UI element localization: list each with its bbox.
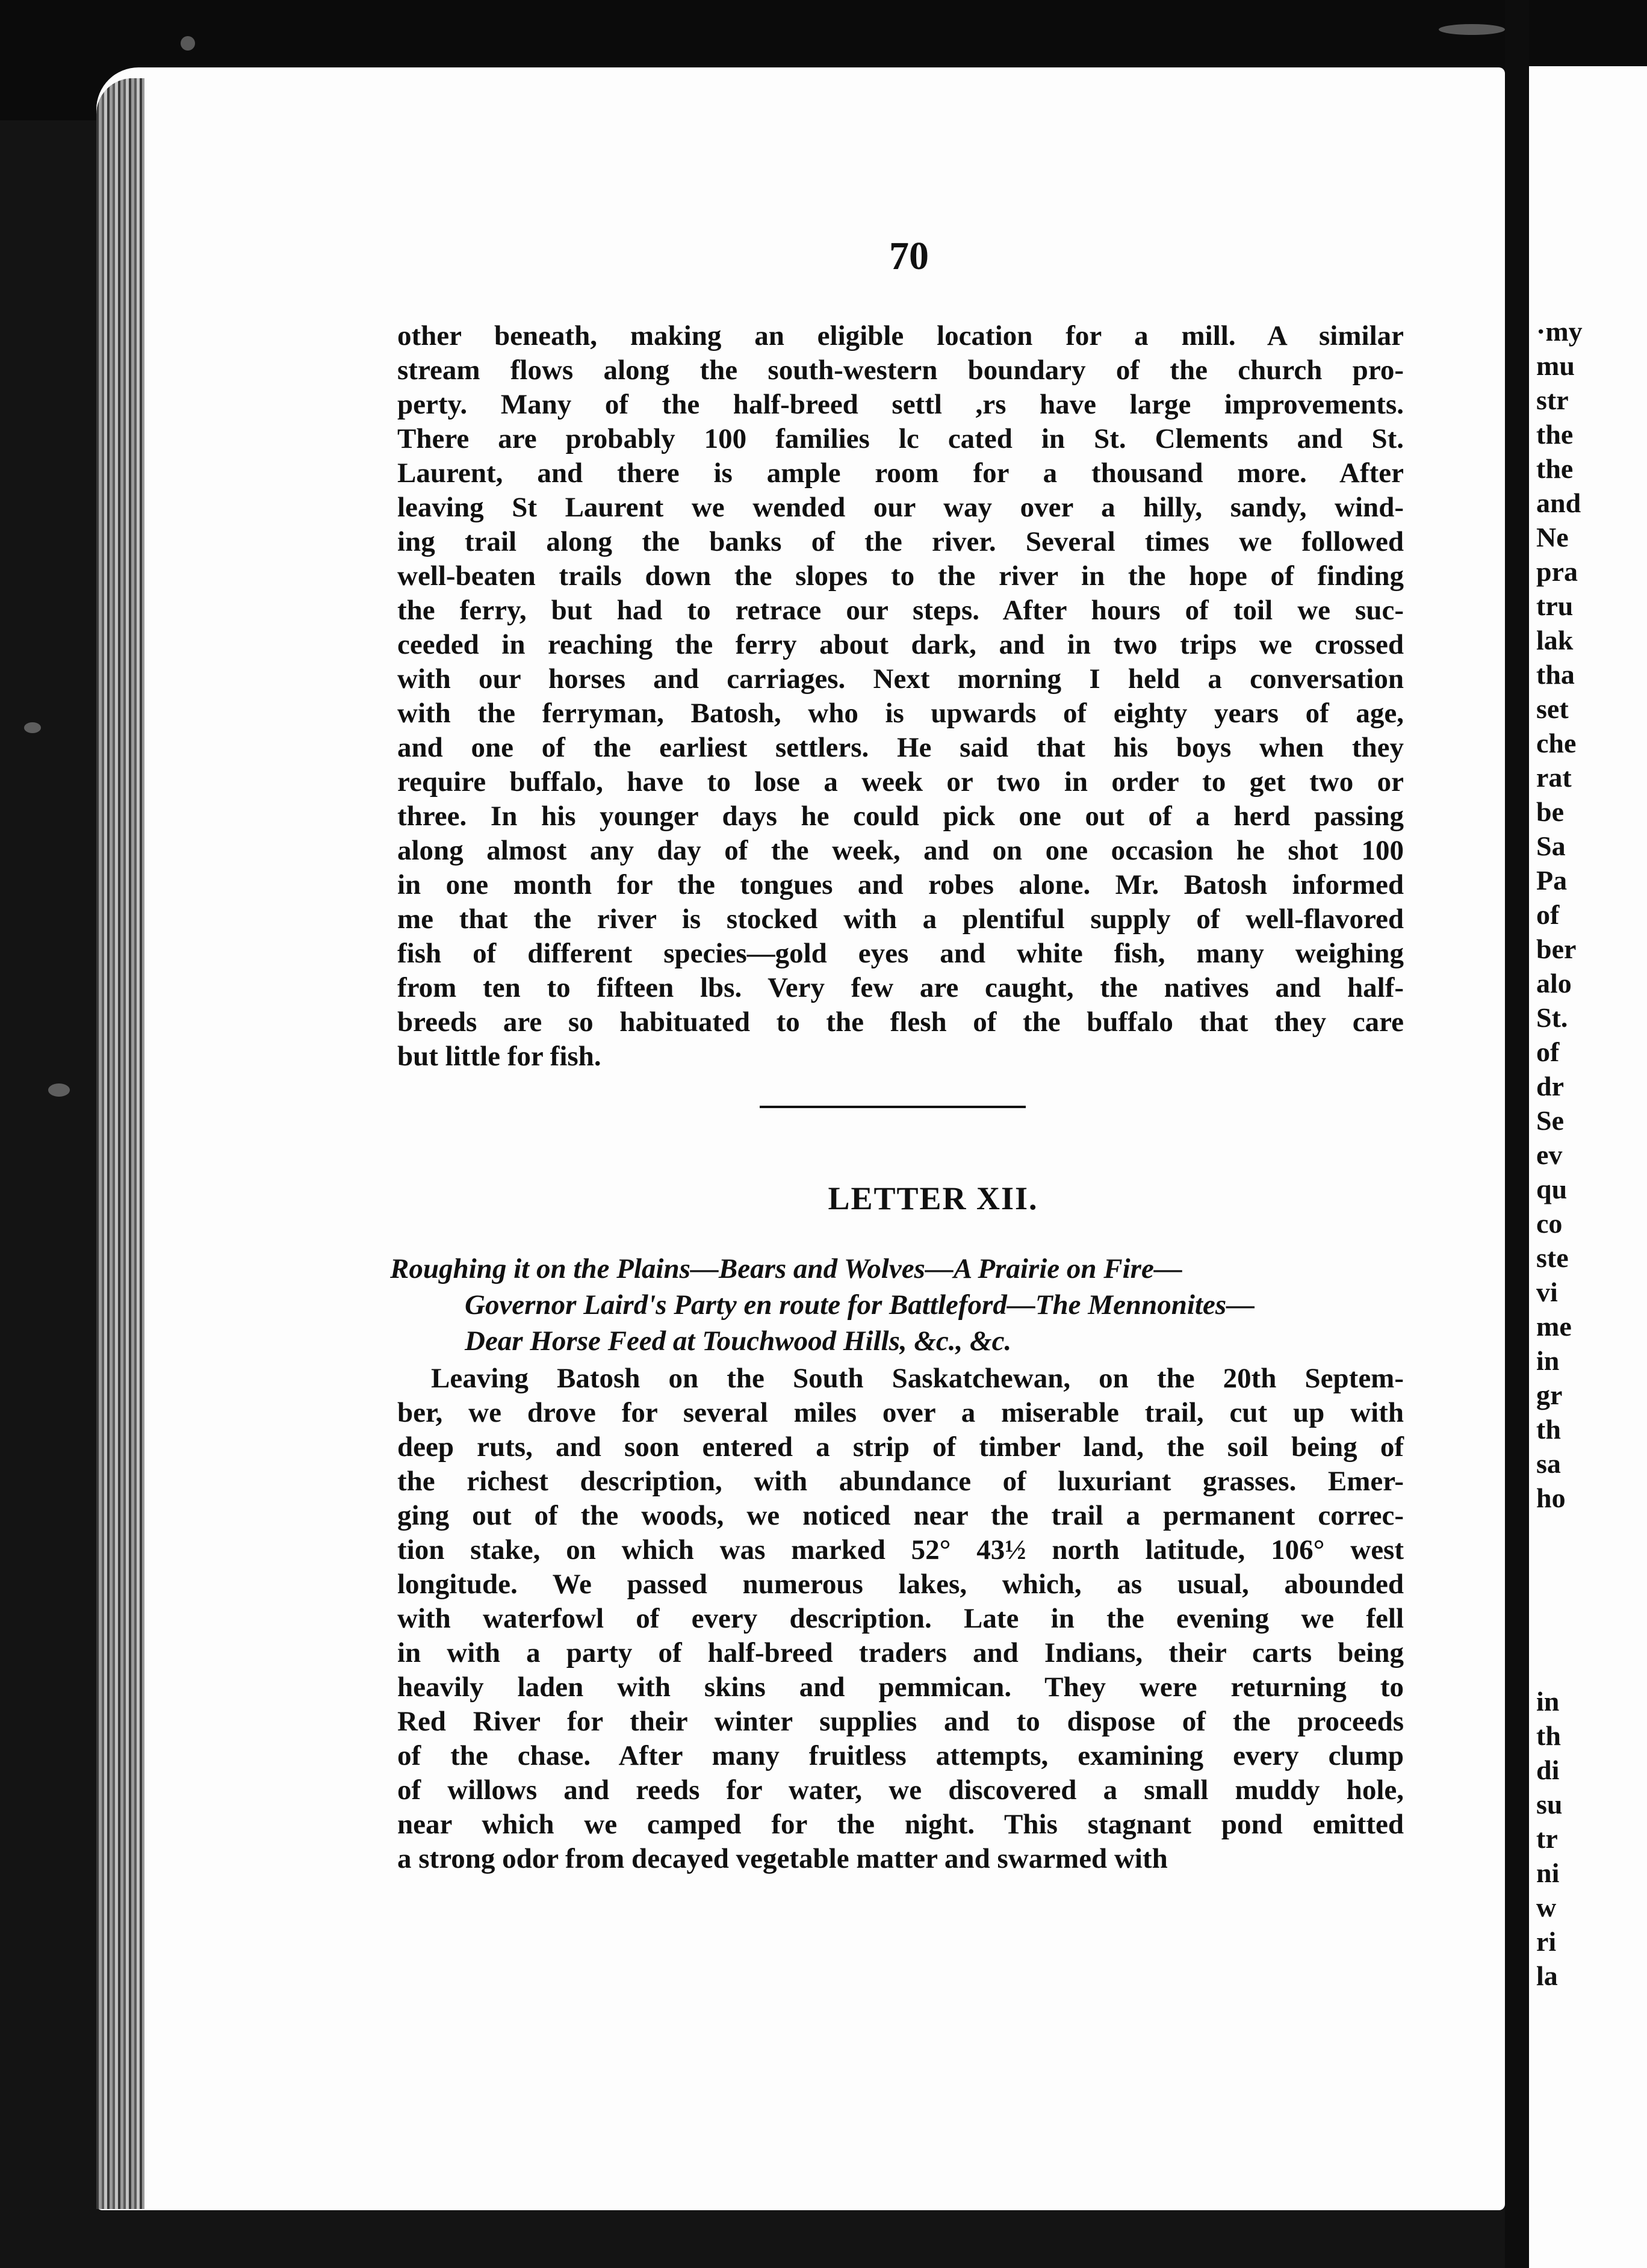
right-page-fragment: che — [1536, 728, 1577, 758]
right-page-fragment: of — [1536, 1036, 1560, 1067]
right-page-fragment: co — [1536, 1208, 1563, 1239]
right-page-fragment: set — [1536, 693, 1569, 724]
right-page-fragment: ev — [1536, 1139, 1563, 1170]
text-line: fish of different species—gold eyes and white fish, many weighing — [397, 938, 1404, 969]
text-line: other beneath, making an eligible location for a mill. A similar — [397, 320, 1404, 352]
text-line: deep ruts, and soon entered a strip of timber land, the soil being of — [397, 1431, 1404, 1463]
right-page-fragment: gr — [1536, 1380, 1563, 1410]
book-page-right — [1529, 66, 1647, 2268]
right-page-fragment: str — [1536, 385, 1569, 415]
right-page-fragment: alo — [1536, 968, 1572, 999]
right-page-fragment: Ne — [1536, 522, 1569, 553]
subtitle-line: Dear Horse Feed at Touchwood Hills, &c., &c. — [465, 1325, 1012, 1357]
right-page-fragment: me — [1536, 1311, 1572, 1342]
right-page-fragment: rat — [1536, 762, 1572, 793]
text-line: in one month for the tongues and robes alone. Mr. Batosh informed — [397, 869, 1404, 900]
text-line: from ten to fifteen lbs. Very few are caught, the natives and half- — [397, 972, 1404, 1003]
right-page-fragment: in — [1536, 1686, 1560, 1717]
page-edge-binding — [96, 78, 144, 2209]
right-page-fragment: dr — [1536, 1071, 1564, 1101]
right-page-fragment: pra — [1536, 556, 1578, 587]
right-page-fragment: Pa — [1536, 865, 1568, 896]
text-line: ging out of the woods, we noticed near the trail a permanent correc- — [397, 1500, 1404, 1531]
right-page-fragment: ri — [1536, 1926, 1557, 1957]
book-gutter — [1505, 0, 1529, 2268]
text-line: leaving St Laurent we wended our way over a hilly, sandy, wind- — [397, 492, 1404, 523]
right-page-fragment: the — [1536, 453, 1574, 484]
text-line: along almost any day of the week, and on one occasion he shot 100 — [397, 835, 1404, 866]
text-line: well-beaten trails down the slopes to the river in the hope of finding — [397, 560, 1404, 592]
section-divider-rule — [760, 1106, 1026, 1108]
right-page-fragment: ber — [1536, 934, 1577, 964]
right-page-fragment: qu — [1536, 1174, 1568, 1204]
text-line: tion stake, on which was marked 52° 43½ north latitude, 106° west — [397, 1534, 1404, 1566]
text-line: Leaving Batosh on the South Saskatchewan, on the 20th Septem- — [431, 1363, 1404, 1394]
text-line: with waterfowl of every description. Late in the evening we fell — [397, 1603, 1404, 1634]
right-page-fragment: th — [1536, 1414, 1561, 1445]
paragraph-top — [397, 319, 1404, 1074]
scan-speck — [48, 1083, 70, 1097]
text-line: There are probably 100 families lc cated in St. Clements and St. — [397, 423, 1404, 454]
letter-subtitle — [390, 1251, 1413, 1359]
text-line: near which we camped for the night. This stagnant pond emitted — [397, 1809, 1404, 1840]
right-page-fragment: la — [1536, 1960, 1558, 1991]
text-line: with our horses and carriages. Next morning I held a conversation — [397, 663, 1404, 695]
right-page-fragment: th — [1536, 1720, 1561, 1751]
text-line: ing trail along the banks of the river. Several times we followed — [397, 526, 1404, 557]
text-line: in with a party of half-breed traders and Indians, their carts being — [397, 1637, 1404, 1668]
scan-speck — [181, 36, 195, 51]
text-line: ber, we drove for several miles over a miserable trail, cut up with — [397, 1397, 1404, 1428]
scan-speck — [24, 722, 41, 733]
text-line: breeds are so habituated to the flesh of the buffalo that they care — [397, 1006, 1404, 1038]
right-page-fragment: di — [1536, 1755, 1560, 1785]
text-line: Laurent, and there is ample room for a thousand more. After — [397, 457, 1404, 489]
text-line: and one of the earliest settlers. He said that his boys when they — [397, 732, 1404, 763]
right-page-fragment: ste — [1536, 1242, 1569, 1273]
right-page-fragment: lak — [1536, 625, 1574, 655]
text-line: three. In his younger days he could pick one out of a herd passing — [397, 801, 1404, 832]
right-page-fragment: ho — [1536, 1483, 1566, 1513]
right-page-fragment: be — [1536, 796, 1564, 827]
text-line: with the ferryman, Batosh, who is upwards of eighty years of age, — [397, 698, 1404, 729]
letter-heading: LETTER XII. — [828, 1180, 1038, 1216]
right-page-fragment: tr — [1536, 1823, 1558, 1854]
text-line: heavily laden with skins and pemmican. They were returning to — [397, 1672, 1404, 1703]
right-page-fragment: ·my — [1536, 316, 1583, 347]
right-page-fragment: of — [1536, 899, 1560, 930]
text-line: a strong odor from decayed vegetable matter and swarmed with — [397, 1843, 1168, 1874]
right-page-fragment: the — [1536, 419, 1574, 450]
right-page-fragment: Sa — [1536, 831, 1566, 861]
right-page-fragment: vi — [1536, 1277, 1558, 1307]
text-line: of the chase. After many fruitless attempts, examining every clump — [397, 1740, 1404, 1771]
text-line: Red River for their winter supplies and to dispose of the proceeds — [397, 1706, 1404, 1737]
text-line: the ferry, but had to retrace our steps. After hours of toil we suc- — [397, 595, 1404, 626]
text-line: require buffalo, have to lose a week or two in order to get two or — [397, 766, 1404, 798]
right-page-fragment: St. — [1536, 1002, 1568, 1033]
right-page-fragment: w — [1536, 1892, 1557, 1923]
right-page-fragment: tha — [1536, 659, 1575, 690]
text-line: stream flows along the south-western boundary of the church pro- — [397, 355, 1404, 386]
right-page-fragment: mu — [1536, 350, 1575, 381]
right-page-fragment: tru — [1536, 590, 1574, 621]
subtitle-line: Roughing it on the Plains—Bears and Wolves—A Prairie on Fire— — [390, 1253, 1182, 1284]
text-line: the richest description, with abundance of luxuriant grasses. Emer- — [397, 1466, 1404, 1497]
right-page-fragment: sa — [1536, 1448, 1561, 1479]
text-line: longitude. We passed numerous lakes, which, as usual, abounded — [397, 1569, 1404, 1600]
text-line: of willows and reeds for water, we discovered a small muddy hole, — [397, 1774, 1404, 1806]
right-page-fragment-column-lower — [1536, 1684, 1647, 1993]
paragraph-letter — [397, 1362, 1404, 1876]
text-line: but little for fish. — [397, 1041, 601, 1072]
scan-speck — [1439, 24, 1505, 35]
text-line: perty. Many of the half-breed settl ,rs have large improvements. — [397, 389, 1404, 420]
subtitle-line: Governor Laird's Party en route for Battleford—The Mennonites— — [465, 1289, 1255, 1321]
page-number: 70 — [889, 234, 929, 278]
text-line: ceeded in reaching the ferry about dark, and in two trips we crossed — [397, 629, 1404, 660]
right-page-fragment: in — [1536, 1345, 1560, 1376]
right-page-fragment: ni — [1536, 1857, 1560, 1888]
right-page-fragment: su — [1536, 1789, 1563, 1820]
right-page-fragment: Se — [1536, 1105, 1564, 1136]
right-page-fragment-column — [1536, 314, 1647, 1515]
right-page-fragment: and — [1536, 488, 1581, 518]
text-line: me that the river is stocked with a plentiful supply of well-flavored — [397, 903, 1404, 935]
